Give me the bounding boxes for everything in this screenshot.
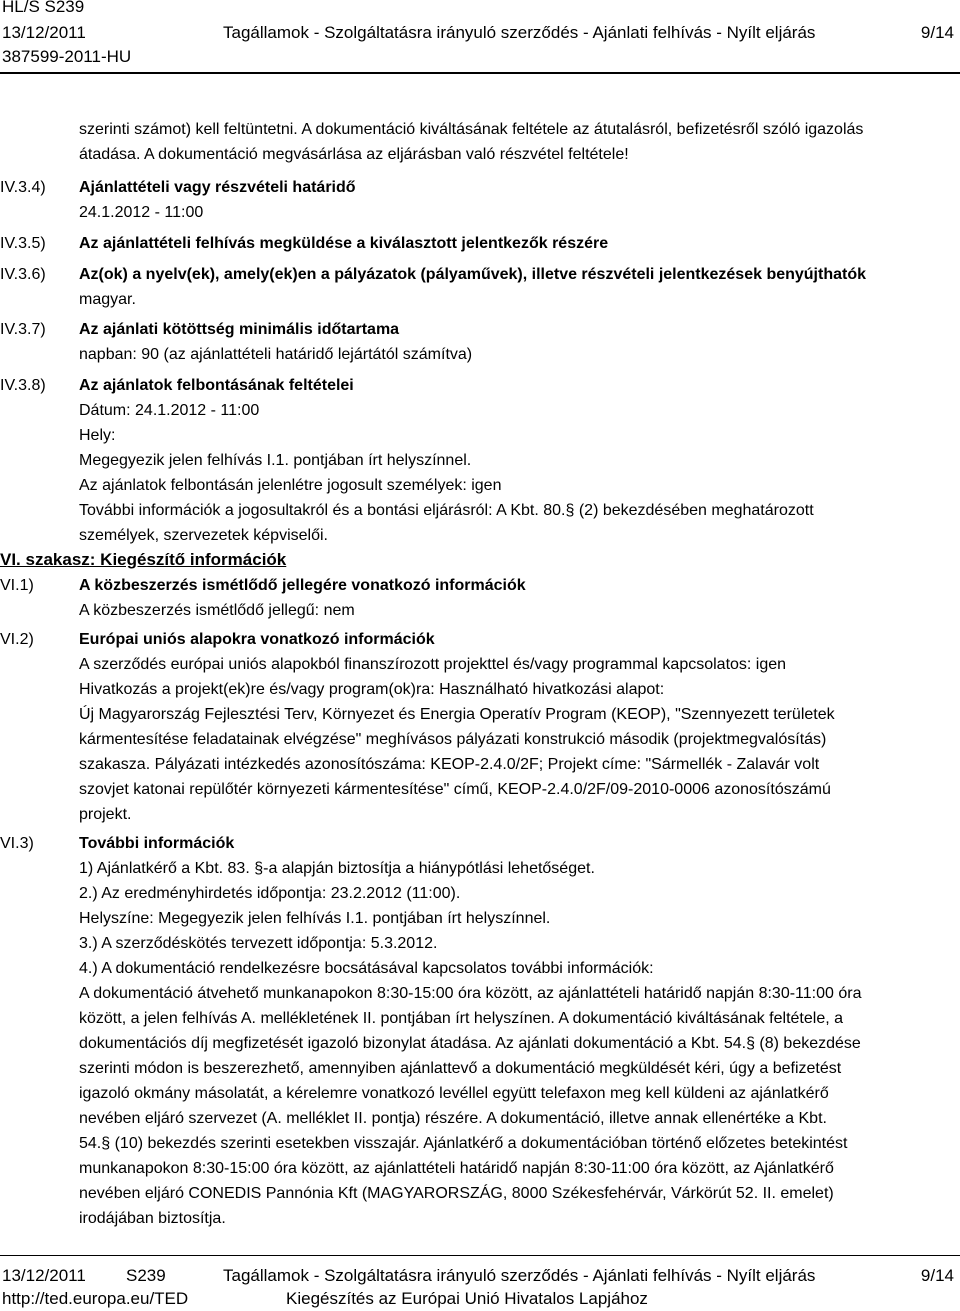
- section-line: Az ajánlatok felbontásán jelenlétre jogosult személyek: igen: [79, 477, 502, 494]
- section-line: között, a jelen felhívás A. mellékletének II. pontjában írt helyszínen. A dokumentáció kiváltásának feltétele, a: [79, 1010, 844, 1027]
- section-iv-3-7: [79, 317, 949, 367]
- section-line: nevében eljáró CONEDIS Pannónia Kft (MAGYARORSZÁG, 8000 Székesfehérvár, Várkörút 52. II. emelet): [79, 1185, 834, 1202]
- section-line: Megegyezik jelen felhívás I.1. pontjában írt helyszínnel.: [79, 452, 472, 469]
- section-number: VI.2): [0, 631, 34, 648]
- footer-title: Tagállamok - Szolgáltatásra irányuló szerződés - Ajánlati felhívás - Nyílt eljárás: [223, 1266, 816, 1285]
- section-number: IV.3.6): [0, 266, 46, 283]
- section-line: További információk a jogosultakról és a bontási eljárásról: A Kbt. 80.§ (2) bekezdésében meghatározott: [79, 502, 814, 519]
- section-line: projekt.: [79, 806, 132, 823]
- section-line: dokumentációs díj megfizetését igazoló bizonylat átadása. Az ajánlati dokumentáció a Kbt. 54.§ (8) bekezdése: [79, 1035, 861, 1052]
- intro-line: átadása. A dokumentáció megvásárlása az eljárásban való részvétel feltétele!: [79, 146, 629, 163]
- part-title: [0, 547, 286, 572]
- section-heading: Az ajánlati kötöttség minimális időtartama: [79, 321, 400, 338]
- section-line: szovjet katonai repülőtér környezeti kármentesítése" című, KEOP-2.4.0/2F/09-2010-0006 azonosítószámú: [79, 781, 831, 798]
- section-number: VI.3): [0, 835, 34, 852]
- section-number: IV.3.7): [0, 321, 46, 338]
- section-line: Új Magyarország Fejlesztési Terv, Környezet és Energia Operatív Program (KEOP), "Szennyezett területek: [79, 706, 835, 723]
- header-page: 9/14: [920, 23, 954, 42]
- section-line: szerinti módon is beszerezhető, amennyiben ajánlattevő a dokumentáció megküldését kéri, úgy a befizetést: [79, 1060, 842, 1077]
- section-iv-3-4: [79, 175, 949, 225]
- section-number: IV.3.8): [0, 377, 46, 394]
- section-line: Hely:: [79, 427, 116, 444]
- section-line: 2.) Az eredményhirdetés időpontja: 23.2.2012 (11:00).: [79, 885, 461, 902]
- section-heading: Az(ok) a nyelv(ek), amely(ek)en a pályázatok (pályaművek), illetve részvételi jelentkezések benyújthatók: [79, 266, 866, 283]
- part-title-text: VI. szakasz: Kiegészítő információk: [0, 550, 287, 569]
- section-line: A közbeszerzés ismétlődő jellegű: nem: [79, 602, 355, 619]
- section-line: személyek, szervezetek képviselői.: [79, 527, 328, 544]
- section-heading: Az ajánlattételi felhívás megküldése a kiválasztott jelentkezők részére: [79, 235, 609, 252]
- section-line: 4.) A dokumentáció rendelkezésre bocsátásával kapcsolatos további információk:: [79, 960, 654, 977]
- footer-publisher: Kiegészítés az Európai Unió Hivatalos Lapjához: [286, 1289, 648, 1308]
- header-title: Tagállamok - Szolgáltatásra irányuló szerződés - Ajánlati felhívás - Nyílt eljárás: [223, 23, 816, 42]
- section-line: Helyszíne: Megegyezik jelen felhívás I.1. pontjában írt helyszínnel.: [79, 910, 551, 927]
- footer-url[interactable]: http://ted.europa.eu/TED: [2, 1289, 189, 1308]
- section-number: VI.1): [0, 577, 34, 594]
- section-number: IV.3.4): [0, 179, 46, 196]
- section-line: nevében eljáró szervezet (A. melléklet II. pontja) részére. A dokumentáció, illetve annak ellenértéke a Kbt.: [79, 1110, 827, 1127]
- section-line: 1) Ajánlatkérő a Kbt. 83. §-a alapján biztosítja a hiánypótlási lehetőséget.: [79, 860, 595, 877]
- section-line: irodájában biztosítja.: [79, 1210, 226, 1227]
- doc-id: HL/S S239: [2, 0, 85, 16]
- section-line: 54.§ (10) bekezdés szerinti esetekben visszajár. Ajánlatkérő a dokumentációban történő előzetes betekintést: [79, 1135, 848, 1152]
- section-vi-3: [79, 831, 949, 1231]
- header-doc-number: 387599-2011-HU: [2, 47, 132, 66]
- section-heading: Az ajánlatok felbontásának feltételei: [79, 377, 354, 394]
- section-line: Dátum: 24.1.2012 - 11:00: [79, 402, 260, 419]
- section-line: 24.1.2012 - 11:00: [79, 204, 204, 221]
- footer-page: 9/14: [920, 1266, 954, 1285]
- intro-text: [79, 117, 949, 167]
- section-line: magyar.: [79, 291, 136, 308]
- section-heading: A közbeszerzés ismétlődő jellegére vonatkozó információk: [79, 577, 526, 594]
- section-heading: Európai uniós alapokra vonatkozó információk: [79, 631, 435, 648]
- section-number: IV.3.5): [0, 235, 46, 252]
- section-line: 3.) A szerződéskötés tervezett időpontja: 5.3.2012.: [79, 935, 438, 952]
- header-rule: [0, 72, 960, 74]
- intro-line: szerinti számot) kell feltüntetni. A dokumentáció kiváltásának feltétele az átutalásról, befizetésről szóló igazolás: [79, 121, 864, 138]
- section-line: szakasza. Pályázati intézkedés azonosítószáma: KEOP-2.4.0/2F; Projekt címe: "Sármellék - Zalavár volt: [79, 756, 820, 773]
- section-heading: További információk: [79, 835, 235, 852]
- section-heading: Ajánlattételi vagy részvételi határidő: [79, 179, 356, 196]
- footer-rule: [0, 1255, 960, 1256]
- section-line: Hivatkozás a projekt(ek)re és/vagy program(ok)ra: Használható hivatkozási alapot:: [79, 681, 665, 698]
- section-line: kármentesítése feladatainak elvégzése" meghívásos pályázati konstrukció második (projektmegvalósítás): [79, 731, 827, 748]
- header-date: 13/12/2011: [2, 23, 86, 42]
- section-iv-3-6: [79, 262, 949, 312]
- section-line: napban: 90 (az ajánlattételi határidő lejártától számítva): [79, 346, 473, 363]
- footer-date: 13/12/2011: [2, 1266, 86, 1285]
- section-iv-3-8: [79, 373, 949, 548]
- section-iv-3-5: [79, 231, 949, 256]
- section-line: A szerződés európai uniós alapokból finanszírozott projekttel és/vagy programmal kapcsolatos: igen: [79, 656, 787, 673]
- section-vi-1: [79, 573, 949, 623]
- section-line: munkanapokon 8:30-15:00 óra között, az ajánlattételi határidő napján 8:30-11:00 óra között, az Ajánlatkérő: [79, 1160, 834, 1177]
- section-vi-2: [79, 627, 949, 827]
- footer-series: S239: [126, 1266, 166, 1285]
- section-line: igazoló okmány másolatát, a kérelemre vonatkozó levéllel együtt telefaxon meg kell küldeni az ajánlatkérő: [79, 1085, 829, 1102]
- section-line: A dokumentáció átvehető munkanapokon 8:30-15:00 óra között, az ajánlattételi határidő napján 8:30-11:00 óra: [79, 985, 862, 1002]
